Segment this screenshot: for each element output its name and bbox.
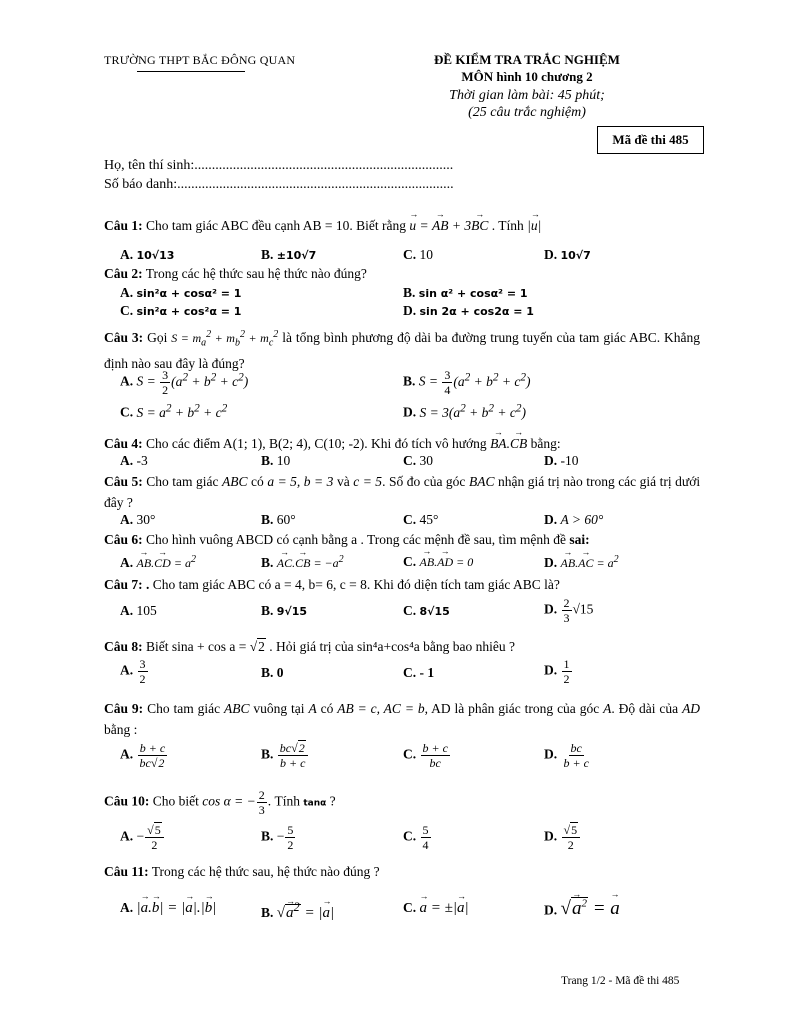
exam-subject: MÔN hình 10 chương 2 [461,69,593,84]
q5-option-d[interactable]: D. A > 60° [544,512,604,527]
student-name-field: Họ, tên thí sinh:.......................................................................... [104,158,454,173]
q7-option-a[interactable]: A. 105 [120,603,157,618]
q3-option-c[interactable]: C. $S = a^2 + b^2 + c^2$ [120,402,228,420]
q11-option-a[interactable]: A. |→ a.→ b| = |→ a|.|→ b| [120,900,216,917]
exam-code: Mã đề thi 485 [612,132,689,147]
exam-code-box [597,126,704,154]
student-id-field: Số báo danh:............................................................................... [104,177,454,192]
question-count: (25 câu trắc nghiệm) [468,105,586,120]
question-9: Câu 9: Cho tam giác ABC vuông tại A có AB = c, AC = b, AD là phân giác trong của góc A. Độ dài của AD bằng : [104,701,701,737]
q1-option-b[interactable]: B. ±10√7 [261,247,317,262]
q10-option-c[interactable]: C. $\frac{5}{4}$ [403,823,429,852]
q7-option-c[interactable]: C. 8√15 [403,603,450,618]
q9-option-c[interactable]: C. $\frac{b + c}{bc}$ [403,741,448,770]
q2-option-d[interactable]: D. sin 2α + cos2α = 1 [403,303,534,318]
q2-option-b[interactable]: B. sin α² + cosα² = 1 [403,285,528,300]
q5-option-c[interactable]: C. 45° [403,512,439,527]
q3-option-a[interactable]: A. S = $\frac{3}{2}$ $(a^2 + b^2 + c^2)$ [120,368,249,397]
q5-option-b[interactable]: B. 60° [261,512,296,527]
q1-option-c[interactable]: C. 10 [403,247,433,262]
school-underline [137,71,245,72]
q7-option-d[interactable]: D. $\frac{2}{3}$ √15 [544,596,594,625]
question-1-abs-u: |→ u| [527,218,541,233]
q9-option-b[interactable]: B. $\frac{bc√2}{b + c}$ [261,741,309,770]
q6-option-c[interactable]: C. → AB.→ AD = 0 [403,554,473,570]
q6-option-d[interactable]: D. → AB.→ AC = $a^2$ [544,554,619,571]
question-6: Câu 6: Cho hình vuông ABCD có cạnh bằng a . Trong các mệnh đề sau, tìm mệnh đề sai: [104,532,590,547]
q7-option-b[interactable]: B. 9√15 [261,603,308,618]
question-1-text-a: Cho tam giác ABC đều cạnh AB = 10. Biết rằng [146,218,406,233]
question-7: Câu 7: . Cho tam giác ABC có a = 4, b= 6, c = 8. Khi đó diện tích tam giác ABC là? [104,577,560,592]
q11-option-d[interactable]: D. √→ $a^2$ = → a [544,898,620,920]
q4-option-b[interactable]: B. 10 [261,453,291,468]
question-3: Câu 3: Gọi $S = m_a^2 + m_b^2 + m_c^2$ là tổng bình phương độ dài ba đường trung tuyến của tam giác ABC. Khẳng định nào sau đây là đúng? [104,329,701,372]
q4-option-a[interactable]: A. -3 [120,453,148,468]
question-11: Câu 11: Trong các hệ thức sau, hệ thức nào đúng ? [104,864,380,879]
q1-option-a[interactable]: A. 10√13 [120,247,175,262]
question-8: Câu 8: Biết sina + cos a = √2 . Hỏi giá trị của sin⁴a+cos⁴a bằng bao nhiêu ? [104,639,515,654]
q8-option-a[interactable]: A. $\frac{3}{2}$ [120,657,146,686]
q3-option-b[interactable]: B. S = $\frac{3}{4}$ $(a^2 + b^2 + c^2)$ [403,368,531,397]
school-name: TRƯỜNG THPT BẮC ĐÔNG QUAN [104,53,296,67]
question-10: Câu 10: Cho biết cos α = − $\frac{2}{3}$ . Tính tanα ? [104,788,336,817]
question-1 [104,218,541,234]
q9-option-a[interactable]: A. $\frac{b + c}{bc√2}$ [120,741,166,770]
q10-option-a[interactable]: A. − $\frac{√5}{2}$ [120,823,165,852]
question-5: Câu 5: Cho tam giác ABC có a = 5, b = 3 và c = 5. Số đo của góc BAC nhận giá trị nào trong các giá trị dưới đây ? [104,474,701,510]
q1-option-d[interactable]: D. 10√7 [544,247,591,262]
question-1-formula: → u = → AB + 3→ BC [409,218,488,233]
q8-option-c[interactable]: C. - 1 [403,665,435,680]
q11-option-b[interactable]: B. √→ $a^2$ = |→ a| [261,900,334,922]
question-1-label: Câu 1: [104,218,143,233]
q10-option-b[interactable]: B. − $\frac{5}{2}$ [261,823,294,852]
q2-option-c[interactable]: C. sin²α + cos²α = 1 [120,303,242,318]
question-4: Câu 4: Cho các điểm A(1; 1), B(2; 4), C(10; -2). Khi đó tích vô hướng → BA.→ CB bằng: [104,436,561,452]
q6-option-a[interactable]: A. → AB.→ CD = $a^2$ [120,554,196,571]
q2-option-a[interactable]: A. sin²α + cosα² = 1 [120,285,242,300]
q9-option-d[interactable]: D. $\frac{bc}{b + c}$ [544,741,589,770]
q8-option-b[interactable]: B. 0 [261,665,284,680]
q8-option-d[interactable]: D. $\frac{1}{2}$ [544,657,570,686]
page-footer: Trang 1/2 - Mã đề thi 485 [561,975,680,987]
question-2: Câu 2: Trong các hệ thức sau hệ thức nào đúng? [104,266,367,281]
q6-option-b[interactable]: B. → AC.→ CB = $-a^2$ [261,554,344,571]
q5-option-a[interactable]: A. 30° [120,512,156,527]
question-1-text-b: . Tính [491,218,524,233]
exam-duration: Thời gian làm bài: 45 phút; [449,88,605,103]
q11-option-c[interactable]: C. → a = ±|→ a| [403,900,469,917]
q10-option-d[interactable]: D. $\frac{√5}{2}$ [544,823,581,852]
q3-option-d[interactable]: D. $S = 3(a^2 + b^2 + c^2)$ [403,402,526,420]
exam-title: ĐỀ KIỂM TRA TRẮC NGHIỆM [434,52,620,67]
q4-option-c[interactable]: C. 30 [403,453,433,468]
q4-option-d[interactable]: D. -10 [544,453,579,468]
